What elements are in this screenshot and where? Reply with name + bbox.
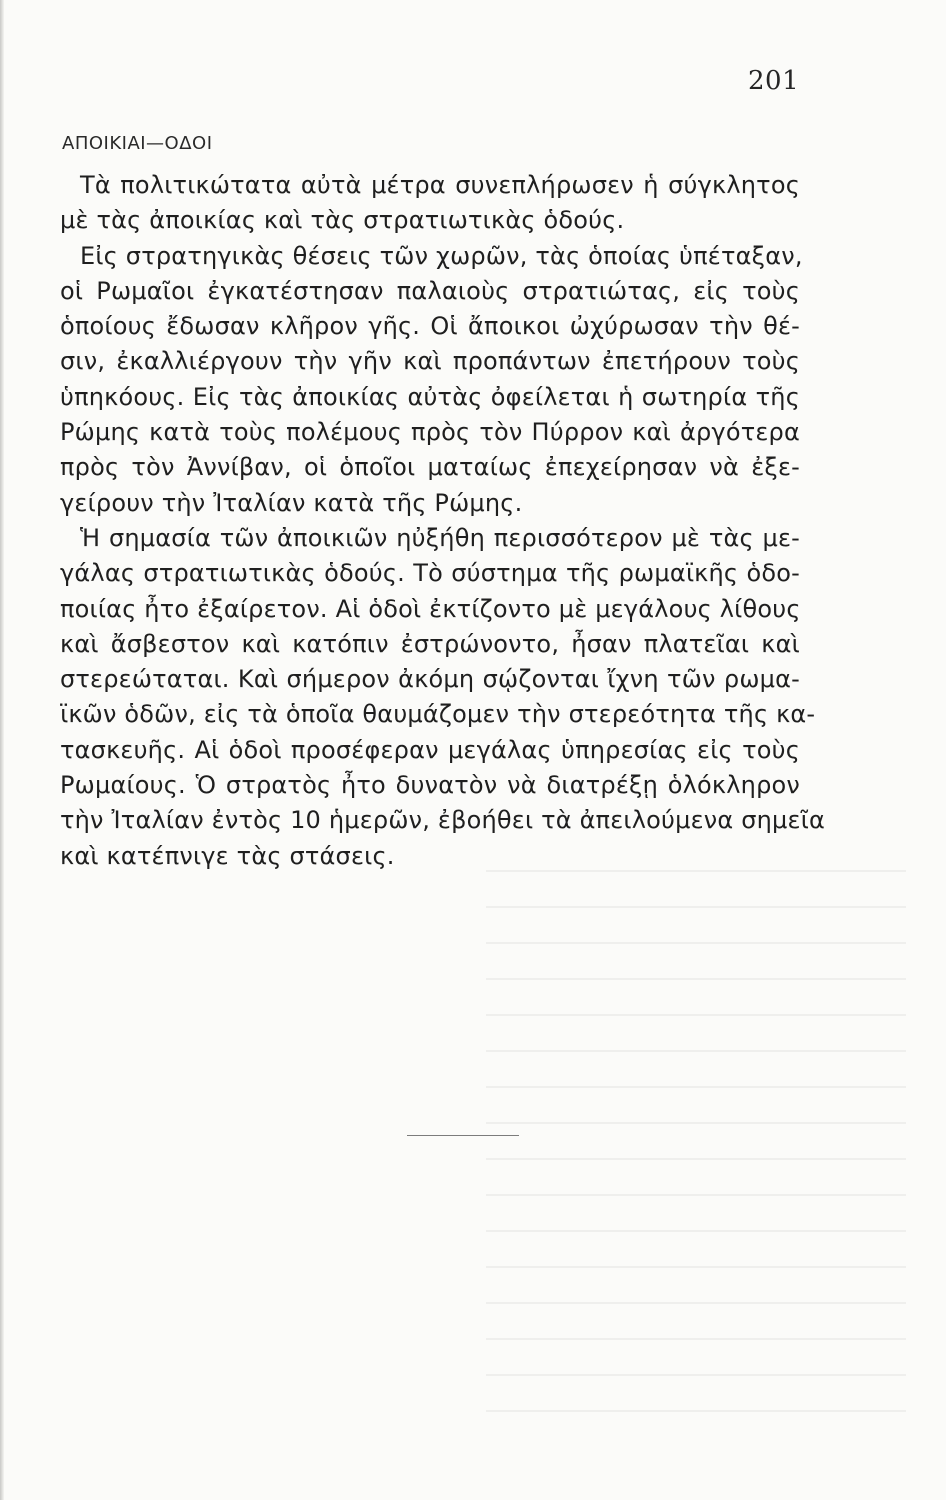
text-line: ὑπηκόους. Εἰς τὰς ἀποικίας αὐτὰς ὀφείλεται ἡ σωτηρία τῆς xyxy=(60,382,800,411)
text-line: τὴν Ἰταλίαν ἐντὸς 10 ἡμερῶν, ἐβοήθει τὰ ἀπειλούμενα σημεῖα xyxy=(60,806,826,835)
text-line: ὁποίους ἔδωσαν κλῆρον γῆς. Οἱ ἄποικοι ὠχύρωσαν τὴν θέ- xyxy=(60,312,800,341)
text-line: καὶ κατέπνιγε τὰς στάσεις. xyxy=(60,841,395,870)
text-line: μὲ τὰς ἀποικίας καὶ τὰς στρατιωτικὰς ὁδούς. xyxy=(60,206,625,235)
text-line: Τὰ πολιτικώτατα αὐτὰ μέτρα συνεπλήρωσεν ἡ σύγκλητος xyxy=(80,171,800,199)
text-line: πρὸς τὸν Ἀννίβαν, οἱ ὁποῖοι ματαίως ἐπεχείρησαν νὰ ἐξε- xyxy=(60,453,800,482)
text-line: τασκευῆς. Αἱ ὁδοὶ προσέφεραν μεγάλας ὑπηρεσίας εἰς τοὺς xyxy=(60,735,800,764)
footnote-rule xyxy=(407,1135,519,1136)
text-line: γείρουν τὴν Ἰταλίαν κατὰ τῆς Ρώμης. xyxy=(60,488,523,517)
text-line: Ρωμαίους. Ὁ στρατὸς ἦτο δυνατὸν νὰ διατρέξῃ ὁλόκληρον xyxy=(60,771,800,800)
body-text xyxy=(60,168,826,874)
show-through-bleed xyxy=(486,870,906,1430)
text-line: Εἰς στρατηγικὰς θέσεις τῶν χωρῶν, τὰς ὁποίας ὑπέταξαν, xyxy=(80,241,803,270)
text-line: Ἡ σημασία τῶν ἀποικιῶν ηὐξήθη περισσότερον μὲ τὰς με- xyxy=(80,523,800,552)
text-line: ϊκῶν ὁδῶν, εἰς τὰ ὁποῖα θαυμάζομεν τὴν στερεότητα τῆς κα- xyxy=(60,700,816,729)
page-edge-shadow xyxy=(0,0,4,1500)
text-line: στερεώταται. Καὶ σήμερον ἀκόμη σῴζονται ἴχνη τῶν ρωμα- xyxy=(60,665,800,694)
text-line: γάλας στρατιωτικὰς ὁδούς. Τὸ σύστημα τῆς ρωμαϊκῆς ὁδο- xyxy=(60,559,800,588)
section-heading: ΑΠΟΙΚΙΑΙ—ΟΔΟΙ xyxy=(62,133,213,154)
page-number: 201 xyxy=(748,66,800,96)
text-line: καὶ ἄσβεστον καὶ κατόπιν ἐστρώνοντο, ἦσαν πλατεῖαι καὶ xyxy=(60,629,800,658)
text-line: ποιίας ἦτο ἐξαίρετον. Αἱ ὁδοὶ ἐκτίζοντο μὲ μεγάλους λίθους xyxy=(60,594,801,623)
text-line: οἱ Ρωμαῖοι ἐγκατέστησαν παλαιοὺς στρατιώτας, εἰς τοὺς xyxy=(60,276,800,305)
text-line: σιν, ἐκαλλιέργουν τὴν γῆν καὶ προπάντων ἐπετήρουν τοὺς xyxy=(60,347,800,376)
text-line: Ρώμης κατὰ τοὺς πολέμους πρὸς τὸν Πύρρον καὶ ἀργότερα xyxy=(60,418,800,447)
